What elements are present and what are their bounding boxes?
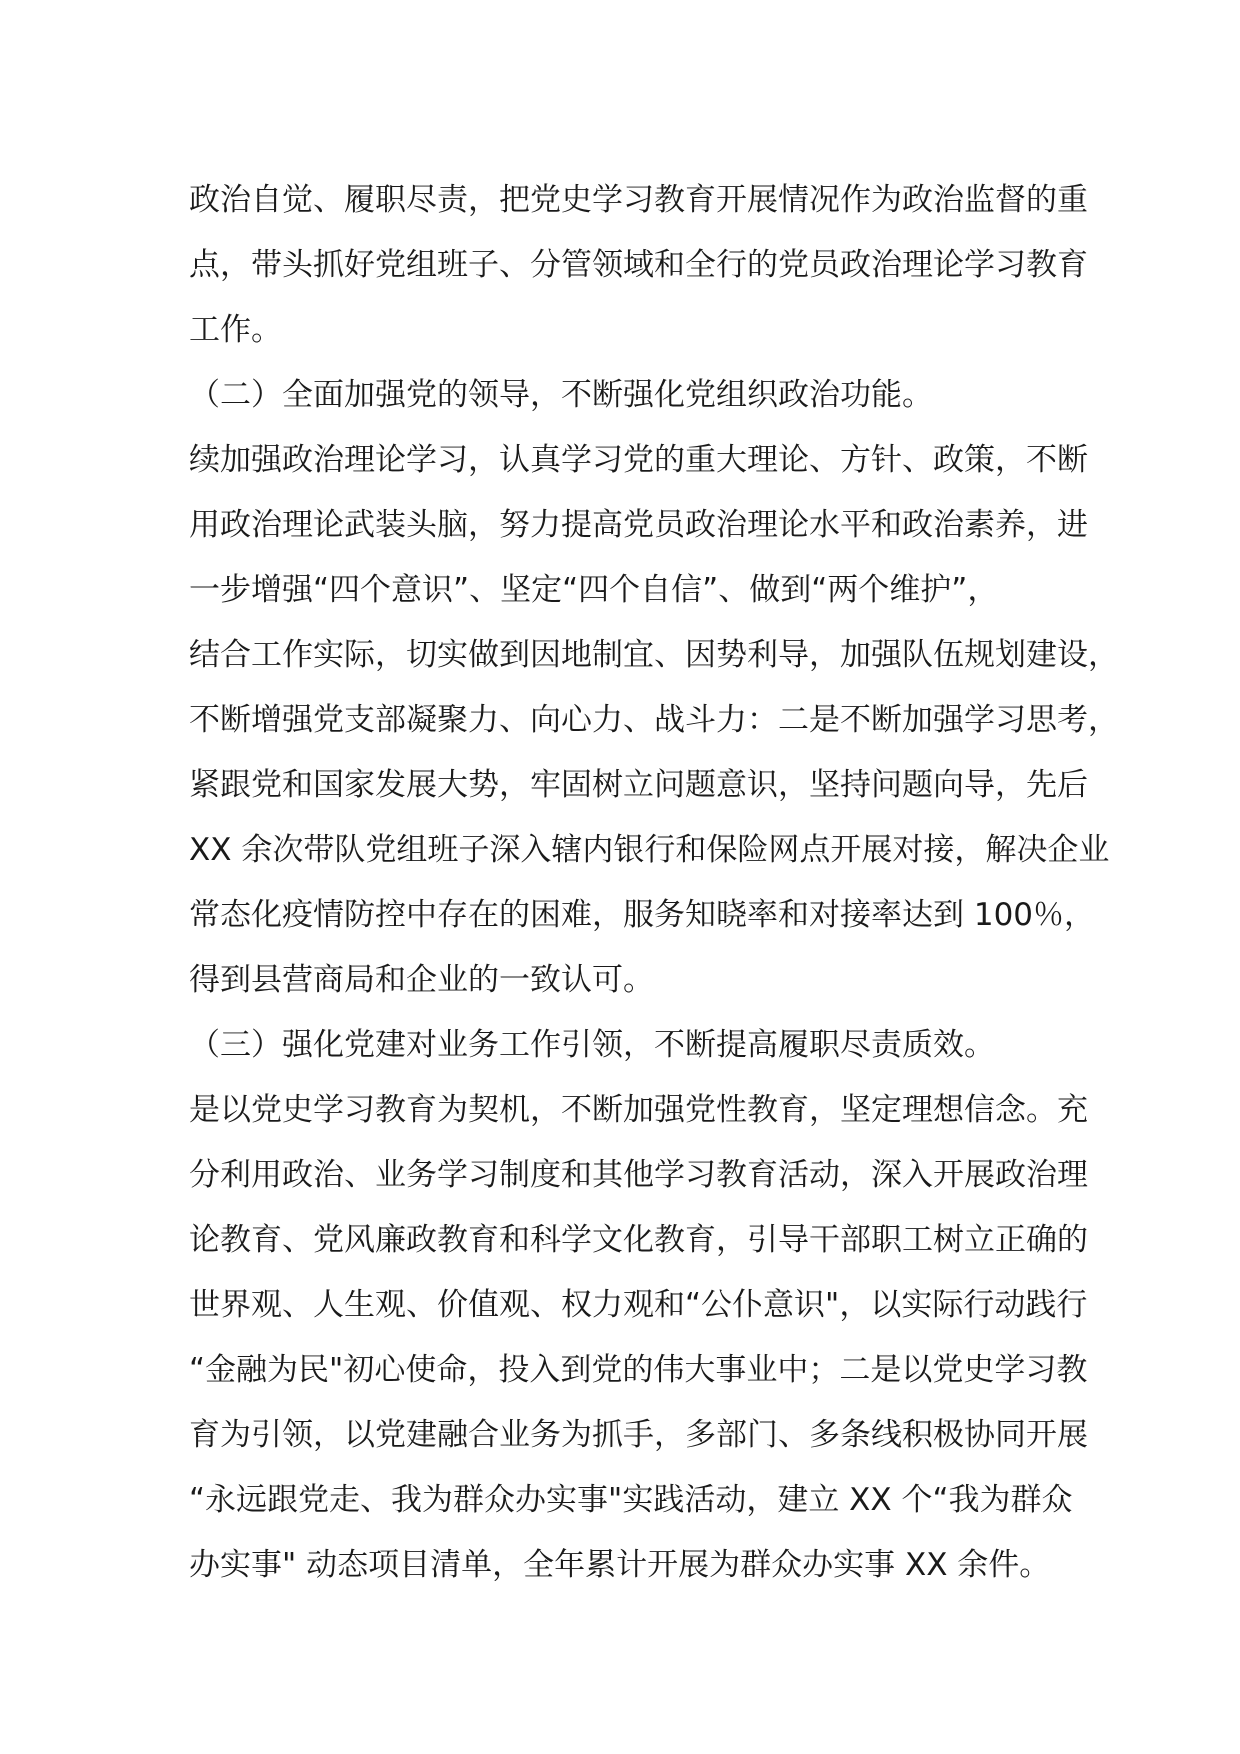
- text-line: 续加强政治理论学习，认真学习党的重大理论、方针、政策，不断: [189, 442, 1088, 478]
- text-line: 分利用政治、业务学习制度和其他学习教育活动，深入开展政治理: [189, 1157, 1088, 1193]
- text-line: “永远跟党走、我为群众办实事"实践活动，建立 XX 个“我为群众: [189, 1482, 1073, 1518]
- text-line: 政治自觉、履职尽责，把党史学习教育开展情况作为政治监督的重: [189, 182, 1088, 218]
- text-line: XX 余次带队党组班子深入辖内银行和保险网点开展对接，解决企业: [189, 832, 1110, 868]
- text-line: 办实事" 动态项目清单，全年累计开展为群众办实事 XX 余件。: [189, 1547, 1051, 1583]
- text-line: 用政治理论武装头脑，努力提高党员政治理论水平和政治素养，进: [189, 507, 1088, 543]
- text-line: 常态化疫情防控中存在的困难，服务知晓率和对接率达到 100％，: [189, 897, 1096, 933]
- text-line: “金融为民"初心使命，投入到党的伟大事业中；二是以党史学习教: [189, 1352, 1088, 1388]
- text-line: 紧跟党和国家发展大势，牢固树立问题意识，坚持问题向导，先后: [189, 767, 1088, 803]
- text-line: 得到县营商局和企业的一致认可。: [189, 962, 654, 998]
- text-line: 世界观、人生观、价值观、权力观和“公仆意识"，以实际行动践行: [189, 1287, 1088, 1323]
- text-line: 点，带头抓好党组班子、分管领域和全行的党员政治理论学习教育: [189, 247, 1088, 283]
- text-line: 工作。: [189, 312, 282, 348]
- text-line: 育为引领，以党建融合业务为抓手，多部门、多条线积极协同开展: [189, 1417, 1088, 1453]
- text-line: 不断增强党支部凝聚力、向心力、战斗力：二是不断加强学习思考，: [189, 702, 1119, 738]
- section-heading: （二）全面加强党的领导，不断强化党组织政治功能。: [189, 377, 933, 413]
- text-line: 是以党史学习教育为契机，不断加强党性教育，坚定理想信念。充: [189, 1092, 1088, 1128]
- section-heading: （三）强化党建对业务工作引领，不断提高履职尽责质效。: [189, 1027, 995, 1063]
- text-line: 论教育、党风廉政教育和科学文化教育，引导干部职工树立正确的: [189, 1222, 1088, 1258]
- text-line: 结合工作实际，切实做到因地制宜、因势利导，加强队伍规划建设，: [189, 637, 1119, 673]
- document-body: [189, 168, 1119, 1598]
- text-line: 一步增强“四个意识”、坚定“四个自信”、做到“两个维护”，: [189, 572, 999, 608]
